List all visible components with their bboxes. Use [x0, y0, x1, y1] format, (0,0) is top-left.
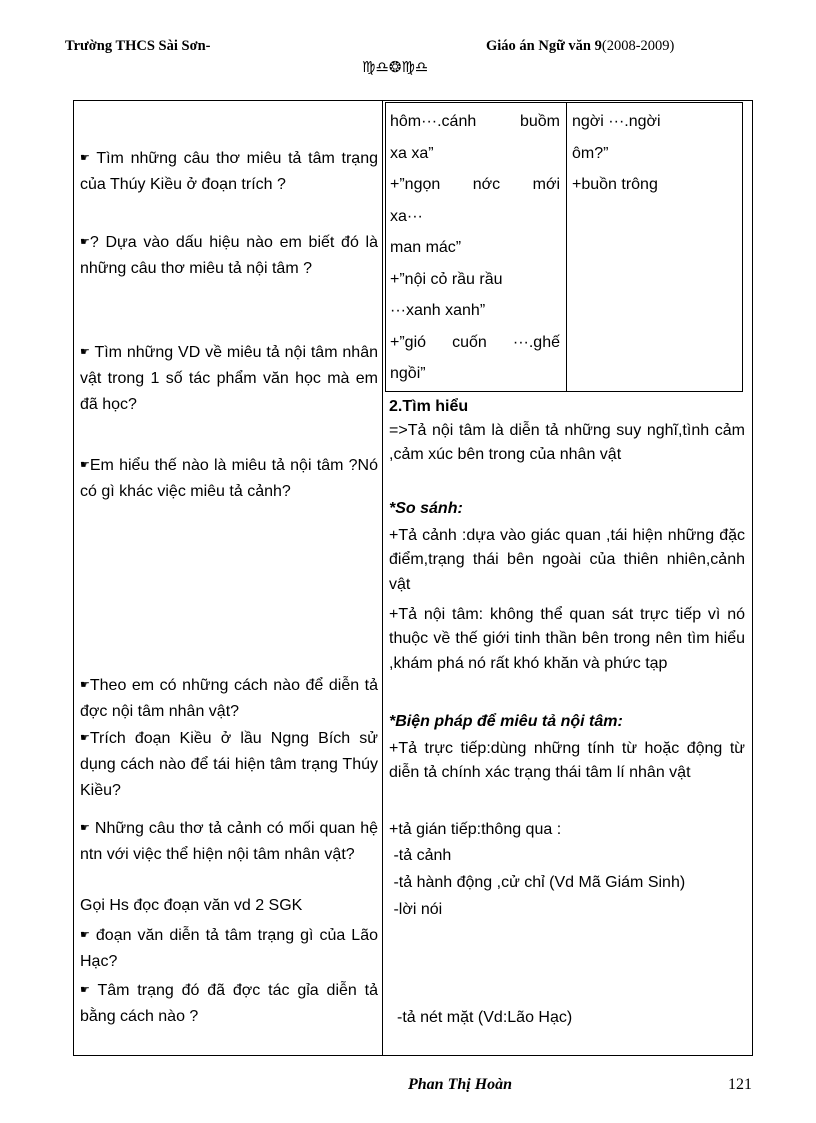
indirect-action: -tả hành động ,cử chỉ (Vd Mã Giám Sinh): [389, 874, 686, 891]
school-year: (2008-2009): [601, 38, 675, 54]
method-direct: +Tả trực tiếp:dùng những tính từ hoặc động từ diễn tả chính xác trạng thái tâm lí nhân vật: [389, 740, 745, 782]
compare-scene: +Tả cảnh :dựa vào giác quan ,tái hiện những đặc điểm,trạng thái bên ngoài của thiên nhiên,cảnh vật: [389, 527, 745, 593]
inner-line: ngời ···.ngời: [572, 113, 661, 130]
pointing-hand-icon: ☛: [80, 983, 90, 996]
question-7: ☛ Những câu thơ tả cảnh có mối quan hệ ntn với việc thể hiện nội tâm nhân vật?: [80, 820, 378, 864]
inner-line: xa···: [390, 207, 423, 225]
pointing-hand-icon: ☛: [80, 821, 90, 834]
inner-line: ngồi”: [390, 365, 426, 382]
inner-line: ôm?”: [572, 144, 609, 162]
inner-line: +”gió cuốn ···.ghế: [390, 333, 560, 351]
page-number: 121: [728, 1076, 752, 1093]
inner-line: +”nội cỏ rầu rầu: [390, 270, 503, 288]
inner-col-2: [572, 106, 737, 201]
question-2: ☛? Dựa vào dấu hiệu nào em biết đó là những câu thơ miêu tả nội tâm ?: [80, 234, 378, 278]
pointing-hand-icon: ☛: [80, 678, 90, 691]
pointing-hand-icon: ☛: [80, 345, 90, 358]
question-8: ☛ đoạn văn diễn tả tâm trạng gì của Lão Hạc?: [80, 927, 378, 971]
instruction-read: Gọi Hs đọc đoạn văn vd 2 SGK: [80, 897, 303, 914]
pointing-hand-icon: ☛: [80, 235, 90, 248]
header-ornament: ♍♎❂♍♎: [362, 58, 429, 76]
inner-line: xa xa”: [390, 144, 434, 162]
pointing-hand-icon: ☛: [80, 458, 90, 471]
question-5: ☛Theo em có những cách nào để diễn tả đợc nội tâm nhân vật?: [80, 677, 378, 721]
section-title: 2.Tìm hiểu: [389, 398, 469, 415]
compare-title: *So sánh:: [389, 500, 463, 517]
column-divider: [382, 100, 383, 1056]
indirect-face: -tả nét mặt (Vd:Lão Hạc): [397, 1009, 573, 1026]
pointing-hand-icon: ☛: [80, 151, 90, 164]
question-9: ☛ Tâm trạng đó đã đợc tác gỉa diễn tả bằng cách nào ?: [80, 982, 378, 1026]
inner-line: +”ngọn nớc mới: [390, 176, 560, 193]
school-name: Trường THCS Sài Sơn-: [65, 38, 211, 54]
question-6: ☛Trích đoạn Kiều ở lầu Ngng Bích sử dụng cách nào để tái hiện tâm trạng Thúy Kiều?: [80, 730, 378, 800]
author-name: Phan Thị Hoàn: [408, 1076, 513, 1093]
compare-inner: +Tả nội tâm: không thể quan sát trực tiếp vì nó thuộc về thế giới tinh thần bên trong nên tìm hiểu ,khám phá nó rất khó khăn và phức tạp: [389, 606, 745, 672]
inner-table-divider: [566, 102, 567, 392]
method-indirect: +tả gián tiếp:thông qua :: [389, 821, 562, 838]
definition: =>Tả nội tâm là diễn tả những suy nghĩ,tình cảm ,cảm xúc bên trong của nhân vật: [389, 422, 745, 464]
pointing-hand-icon: ☛: [80, 731, 90, 744]
inner-line: +buồn trông: [572, 176, 658, 193]
indirect-speech: -lời nói: [389, 901, 443, 918]
pointing-hand-icon: ☛: [80, 928, 90, 941]
inner-line: man mác”: [390, 239, 462, 256]
indirect-scene: -tả cảnh: [389, 847, 452, 864]
inner-line: ···xanh xanh”: [390, 302, 486, 319]
methods-title: *Biện pháp để miêu tả nội tâm:: [389, 713, 623, 730]
inner-col-1: [390, 106, 560, 390]
question-4: ☛Em hiểu thế nào là miêu tả nội tâm ?Nó có gì khác việc miêu tả cảnh?: [80, 457, 378, 501]
inner-line: hôm···.cánh buồm: [390, 113, 560, 130]
subject-title: Giáo án Ngữ văn 9: [486, 38, 602, 54]
question-3: ☛ Tìm những VD về miêu tả nội tâm nhân vật trong 1 số tác phẩm văn học mà em đã học?: [80, 344, 378, 414]
question-1: ☛ Tìm những câu thơ miêu tả tâm trạng của Thúy Kiều ở đoạn trích ?: [80, 150, 379, 194]
doc-title: [486, 38, 674, 55]
